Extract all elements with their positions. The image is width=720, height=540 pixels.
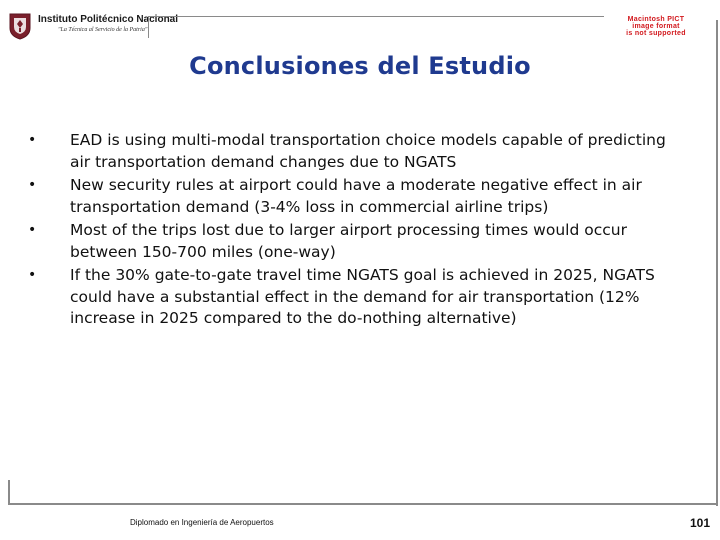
bullet-icon: • xyxy=(28,132,37,148)
institution-name: Instituto Politécnico Nacional xyxy=(38,14,179,25)
frame-border-right xyxy=(716,20,718,506)
unsupported-image-line1: Macintosh PICT xyxy=(627,16,685,23)
bullet-icon: • xyxy=(28,222,37,238)
institution-motto: "La Técnica al Servicio de la Patria" xyxy=(58,27,148,33)
header-divider xyxy=(148,16,604,17)
frame-border-bottom xyxy=(8,503,718,505)
unsupported-image-placeholder xyxy=(606,16,706,38)
header-divider-vertical xyxy=(148,16,149,38)
bullet-icon: • xyxy=(28,177,37,193)
bullet-list xyxy=(28,130,688,332)
bullet-text: New security rules at airport could have a moderate negative effect in air transportation demand (3-4% loss in commercial airline trips) xyxy=(70,176,642,216)
bullet-item xyxy=(28,265,688,330)
unsupported-image-line2: image format xyxy=(632,23,680,30)
slide-title: Conclusiones del Estudio xyxy=(189,52,531,80)
bullet-item xyxy=(28,175,688,218)
bullet-item xyxy=(28,130,688,173)
bullet-text: EAD is using multi-modal transportation choice models capable of predicting air transportation demand changes due to NGATS xyxy=(70,131,666,171)
page-number: 101 xyxy=(689,516,710,530)
bullet-item xyxy=(28,220,688,263)
bullet-text: Most of the trips lost due to larger airport processing times would occur between 150-700 miles (one-way) xyxy=(70,221,627,261)
bullet-text: If the 30% gate-to-gate travel time NGATS goal is achieved in 2025, NGATS could have a substantial effect in the demand for air transportation (12% increase in 2025 compared to the do-nothing alternative) xyxy=(70,266,655,327)
footer-course-name: Diplomado en Ingeniería de Aeropuertos xyxy=(130,518,274,527)
bullet-icon: • xyxy=(28,267,37,283)
frame-border-left xyxy=(8,480,10,505)
unsupported-image-line3: is not supported xyxy=(626,30,686,37)
ipn-crest-icon xyxy=(8,12,32,40)
